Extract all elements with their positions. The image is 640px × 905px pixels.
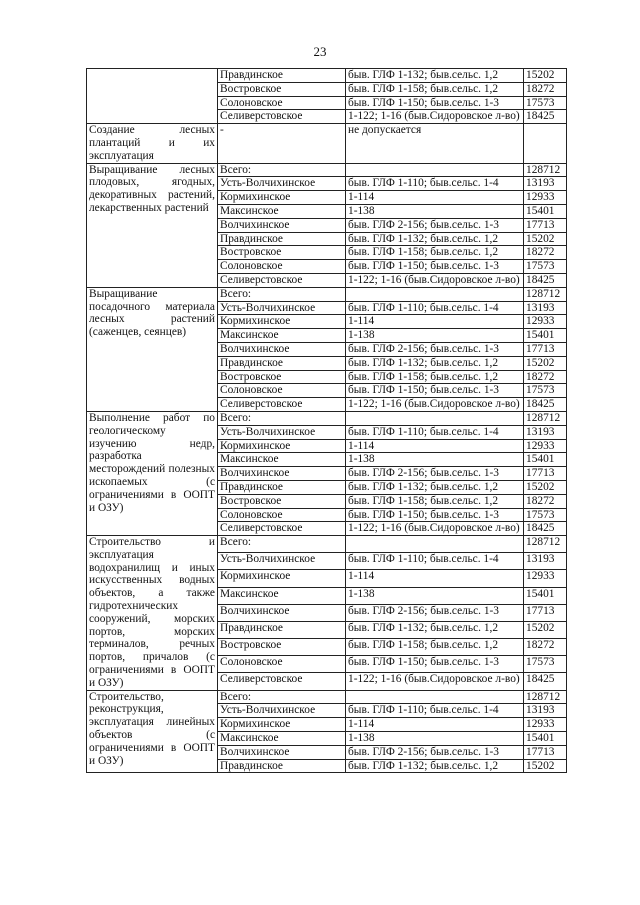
quarters-cell: быв. ГЛФ 1-132; быв.сельс. 1,2 [346, 232, 524, 246]
forestry-cell: Усть-Волчихинское [218, 553, 346, 570]
area-cell: 128712 [524, 411, 567, 425]
forestry-cell: Солоновское [218, 508, 346, 522]
area-cell: 18272 [524, 82, 567, 96]
area-cell: 18272 [524, 639, 567, 656]
area-cell: 128712 [524, 536, 567, 553]
area-cell: 15202 [524, 356, 567, 370]
quarters-cell: быв. ГЛФ 1-158; быв.сельс. 1,2 [346, 82, 524, 96]
quarters-cell: 1-138 [346, 204, 524, 218]
table-row [87, 690, 567, 704]
forestry-cell: Кормихинское [218, 315, 346, 329]
area-cell: 17573 [524, 508, 567, 522]
quarters-cell: 1-114 [346, 191, 524, 205]
forestry-cell: Востровское [218, 370, 346, 384]
table-row [87, 163, 567, 177]
quarters-cell: быв. ГЛФ 1-150; быв.сельс. 1-3 [346, 384, 524, 398]
area-cell: 18272 [524, 370, 567, 384]
forestry-cell: Максинское [218, 204, 346, 218]
quarters-cell: 1-138 [346, 587, 524, 604]
area-cell: 12933 [524, 315, 567, 329]
forestry-cell: Волчихинское [218, 467, 346, 481]
quarters-cell: 1-114 [346, 718, 524, 732]
area-cell: 15401 [524, 204, 567, 218]
quarters-cell: быв. ГЛФ 1-110; быв.сельс. 1-4 [346, 177, 524, 191]
activity-cell: Выполнение работ по геологическому изучению недр, разработка месторождений полезных ископаемых (с ограничениями в ООПТ и ОЗУ) [87, 411, 218, 535]
area-cell: 128712 [524, 287, 567, 301]
table-row [87, 287, 567, 301]
activity-cell: Выращивание посадочного материала лесных растений (саженцев, сеянцев) [87, 287, 218, 411]
quarters-cell: быв. ГЛФ 2-156; быв.сельс. 1-3 [346, 342, 524, 356]
area-cell: 128712 [524, 690, 567, 704]
area-cell: 17713 [524, 467, 567, 481]
forestry-cell: Правдинское [218, 480, 346, 494]
forestry-cell: Солоновское [218, 260, 346, 274]
quarters-cell: 1-114 [346, 570, 524, 587]
forestry-cell: Правдинское [218, 759, 346, 773]
forestry-cell: Кормихинское [218, 718, 346, 732]
quarters-cell: 1-122; 1-16 (быв.Сидоровское л-во) [346, 673, 524, 690]
area-cell: 17713 [524, 604, 567, 621]
quarters-cell: 1-138 [346, 329, 524, 343]
quarters-cell [346, 690, 524, 704]
quarters-cell: быв. ГЛФ 2-156; быв.сельс. 1-3 [346, 218, 524, 232]
quarters-cell: 1-122; 1-16 (быв.Сидоровское л-во) [346, 273, 524, 287]
area-cell: 17573 [524, 656, 567, 673]
activity-cell: Строительство и эксплуатация водохранилищ и иных искусственных водных объектов, а также гидротехнических сооружений, морских портов, морских терминалов, речных портов, причалов (с ограничениями в ООПТ и ОЗУ) [87, 536, 218, 691]
table-row [87, 411, 567, 425]
area-cell: 17573 [524, 96, 567, 110]
forestry-cell: Волчихинское [218, 604, 346, 621]
area-cell: 12933 [524, 439, 567, 453]
quarters-cell: быв. ГЛФ 2-156; быв.сельс. 1-3 [346, 467, 524, 481]
forestry-cell: Всего: [218, 287, 346, 301]
forestry-cell: Волчихинское [218, 745, 346, 759]
area-cell: 15202 [524, 759, 567, 773]
forestry-cell: Солоновское [218, 96, 346, 110]
forestry-cell: Кормихинское [218, 191, 346, 205]
quarters-cell: не допускается [346, 124, 524, 163]
quarters-cell: быв. ГЛФ 1-150; быв.сельс. 1-3 [346, 656, 524, 673]
forestry-cell: Всего: [218, 536, 346, 553]
forestry-cell: Усть-Волчихинское [218, 301, 346, 315]
forestry-cell: Востровское [218, 494, 346, 508]
forestry-cell: Правдинское [218, 621, 346, 638]
quarters-cell: быв. ГЛФ 1-158; быв.сельс. 1,2 [346, 494, 524, 508]
activity-cell: Создание лесных плантаций и их эксплуатация [87, 124, 218, 163]
quarters-cell: 1-138 [346, 453, 524, 467]
area-cell: 17573 [524, 260, 567, 274]
forestry-cell: Всего: [218, 163, 346, 177]
forestry-cell: Селиверстовское [218, 398, 346, 412]
forestry-cell: Максинское [218, 587, 346, 604]
forestry-cell: Солоновское [218, 384, 346, 398]
quarters-cell: быв. ГЛФ 2-156; быв.сельс. 1-3 [346, 745, 524, 759]
forestry-cell: Кормихинское [218, 570, 346, 587]
forestry-cell: Максинское [218, 732, 346, 746]
forestry-cell: Правдинское [218, 356, 346, 370]
area-cell: 15202 [524, 480, 567, 494]
area-cell: 13193 [524, 177, 567, 191]
area-cell: 15202 [524, 232, 567, 246]
quarters-cell: быв. ГЛФ 1-150; быв.сельс. 1-3 [346, 508, 524, 522]
quarters-cell: быв. ГЛФ 1-110; быв.сельс. 1-4 [346, 704, 524, 718]
area-cell: 12933 [524, 718, 567, 732]
quarters-cell: быв. ГЛФ 1-150; быв.сельс. 1-3 [346, 260, 524, 274]
forestry-cell: Волчихинское [218, 218, 346, 232]
area-cell: 13193 [524, 301, 567, 315]
area-cell [524, 124, 567, 163]
area-cell: 13193 [524, 704, 567, 718]
quarters-cell: быв. ГЛФ 2-156; быв.сельс. 1-3 [346, 604, 524, 621]
area-cell: 18272 [524, 246, 567, 260]
forestry-cell: Усть-Волчихинское [218, 425, 346, 439]
quarters-cell: быв. ГЛФ 1-132; быв.сельс. 1,2 [346, 759, 524, 773]
quarters-cell: 1-114 [346, 315, 524, 329]
forestry-cell: Максинское [218, 453, 346, 467]
area-cell: 18425 [524, 673, 567, 690]
forestry-cell: Солоновское [218, 656, 346, 673]
quarters-cell: 1-114 [346, 439, 524, 453]
forestry-cell: Востровское [218, 246, 346, 260]
quarters-cell: быв. ГЛФ 1-132; быв.сельс. 1,2 [346, 69, 524, 83]
forestry-cell: Усть-Волчихинское [218, 177, 346, 191]
quarters-cell: быв. ГЛФ 1-158; быв.сельс. 1,2 [346, 246, 524, 260]
quarters-cell: 1-138 [346, 732, 524, 746]
forestry-cell: Волчихинское [218, 342, 346, 356]
quarters-cell: быв. ГЛФ 1-132; быв.сельс. 1,2 [346, 480, 524, 494]
forestry-cell: Правдинское [218, 69, 346, 83]
area-cell: 15401 [524, 329, 567, 343]
area-cell: 13193 [524, 425, 567, 439]
area-cell: 13193 [524, 553, 567, 570]
area-cell: 17713 [524, 745, 567, 759]
quarters-cell: быв. ГЛФ 1-158; быв.сельс. 1,2 [346, 370, 524, 384]
area-cell: 15401 [524, 453, 567, 467]
activity-cell: Выращивание лесных плодовых, ягодных, декоративных растений, лекарственных растений [87, 163, 218, 287]
page-number: 23 [313, 44, 327, 59]
forestry-cell: Всего: [218, 690, 346, 704]
quarters-cell: быв. ГЛФ 1-110; быв.сельс. 1-4 [346, 425, 524, 439]
quarters-cell [346, 287, 524, 301]
table-row [87, 124, 567, 163]
table-row [87, 69, 567, 83]
quarters-cell: быв. ГЛФ 1-132; быв.сельс. 1,2 [346, 356, 524, 370]
area-cell: 17713 [524, 218, 567, 232]
quarters-cell: 1-122; 1-16 (быв.Сидоровское л-во) [346, 398, 524, 412]
quarters-cell: 1-122; 1-16 (быв.Сидоровское л-во) [346, 110, 524, 124]
quarters-cell: быв. ГЛФ 1-132; быв.сельс. 1,2 [346, 621, 524, 638]
forestry-cell: Востровское [218, 82, 346, 96]
quarters-cell [346, 411, 524, 425]
forestry-cell: Селиверстовское [218, 273, 346, 287]
area-cell: 15202 [524, 621, 567, 638]
quarters-cell [346, 536, 524, 553]
area-cell: 18425 [524, 273, 567, 287]
forest-use-table [86, 68, 567, 773]
area-cell: 17573 [524, 384, 567, 398]
quarters-cell: быв. ГЛФ 1-110; быв.сельс. 1-4 [346, 553, 524, 570]
forestry-cell: Востровское [218, 639, 346, 656]
area-cell: 12933 [524, 191, 567, 205]
area-cell: 17713 [524, 342, 567, 356]
forestry-cell: - [218, 124, 346, 163]
forestry-cell: Селиверстовское [218, 522, 346, 536]
forestry-cell: Усть-Волчихинское [218, 704, 346, 718]
table-row [87, 536, 567, 553]
activity-cell [87, 69, 218, 124]
area-cell: 18425 [524, 110, 567, 124]
quarters-cell: 1-122; 1-16 (быв.Сидоровское л-во) [346, 522, 524, 536]
area-cell: 15202 [524, 69, 567, 83]
forestry-cell: Селиверстовское [218, 673, 346, 690]
area-cell: 15401 [524, 732, 567, 746]
forestry-cell: Максинское [218, 329, 346, 343]
quarters-cell: быв. ГЛФ 1-150; быв.сельс. 1-3 [346, 96, 524, 110]
quarters-cell: быв. ГЛФ 1-110; быв.сельс. 1-4 [346, 301, 524, 315]
area-cell: 18272 [524, 494, 567, 508]
forestry-cell: Селиверстовское [218, 110, 346, 124]
area-cell: 15401 [524, 587, 567, 604]
quarters-cell: быв. ГЛФ 1-158; быв.сельс. 1,2 [346, 639, 524, 656]
area-cell: 18425 [524, 398, 567, 412]
area-cell: 18425 [524, 522, 567, 536]
area-cell: 12933 [524, 570, 567, 587]
forestry-cell: Правдинское [218, 232, 346, 246]
forestry-cell: Всего: [218, 411, 346, 425]
forestry-cell: Кормихинское [218, 439, 346, 453]
area-cell: 128712 [524, 163, 567, 177]
activity-cell: Строительство, реконструкция, эксплуатация линейных объектов (с ограничениями в ООПТ и ОЗУ) [87, 690, 218, 773]
quarters-cell [346, 163, 524, 177]
